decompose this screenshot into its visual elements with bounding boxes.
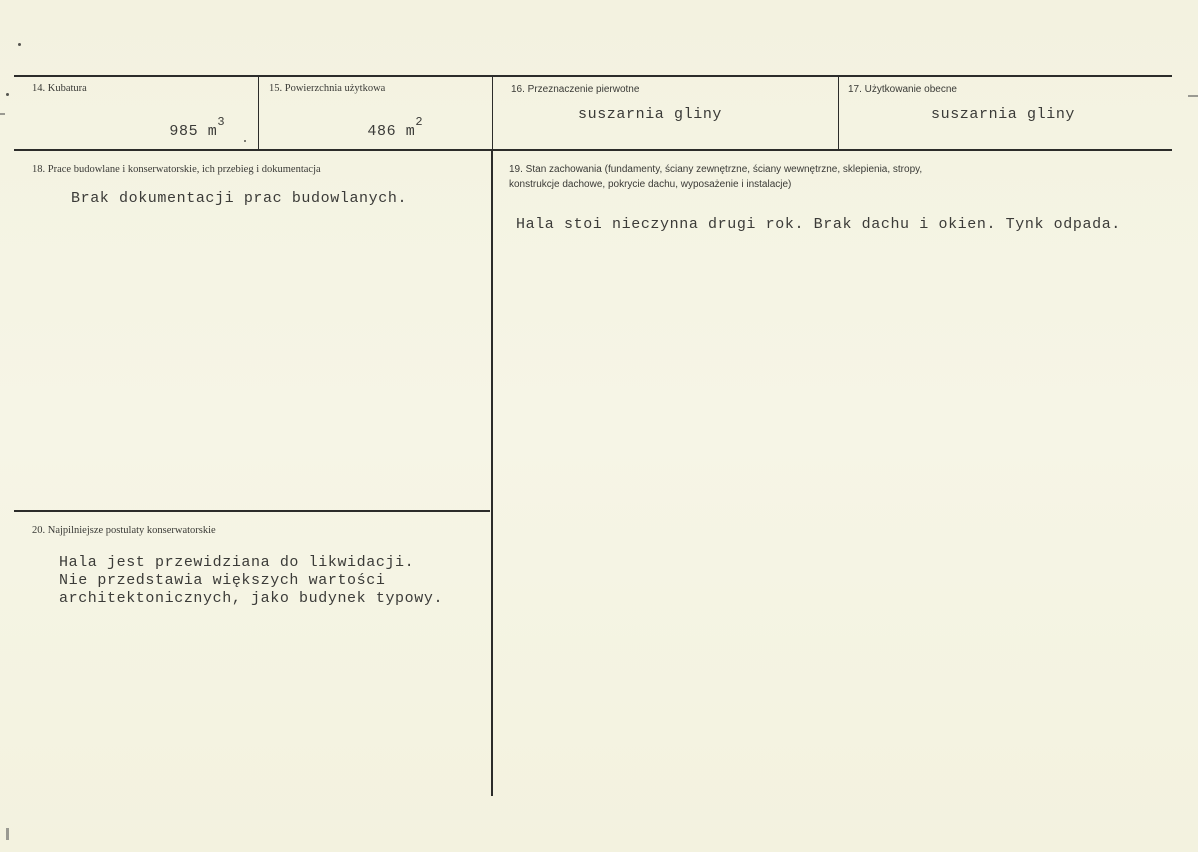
field-19-value: Hala stoi nieczynna drugi rok. Brak dachu i okien. Tynk odpada.	[516, 216, 1121, 233]
field-20-line-2: Nie przedstawia większych wartości	[59, 572, 386, 589]
scan-speck	[244, 140, 246, 142]
field-15-value	[329, 106, 423, 157]
divider-15-16	[492, 76, 493, 150]
field-20-line-3: architektonicznych, jako budynek typowy.	[59, 590, 444, 607]
field-14-exponent: 3	[217, 115, 226, 129]
section-18-20-rule	[14, 510, 490, 512]
field-19-label-line1: 19. Stan zachowania (fundamenty, ściany zewnętrzne, ściany wewnętrzne, sklepienia, stropy,	[509, 164, 923, 175]
scan-speck	[6, 93, 9, 96]
field-15-number: 486 m	[367, 123, 416, 140]
field-17-label: 17. Użytkowanie obecne	[848, 84, 957, 95]
divider-14-15	[258, 76, 259, 150]
field-14-number: 985 m	[169, 123, 218, 140]
scan-speck	[18, 43, 21, 46]
field-20-label: 20. Najpilniejsze postulaty konserwatorskie	[32, 525, 216, 536]
field-18-label: 18. Prace budowlane i konserwatorskie, ich przebieg i dokumentacja	[32, 164, 321, 175]
divider-left-right	[491, 150, 493, 796]
divider-16-17	[838, 76, 839, 150]
field-14-label: 14. Kubatura	[32, 83, 87, 94]
field-18-value: Brak dokumentacji prac budowlanych.	[71, 190, 408, 207]
field-20-line-1: Hala jest przewidziana do likwidacji.	[59, 554, 415, 571]
field-19-label-line2: konstrukcje dachowe, pokrycie dachu, wyposażenie i instalacje)	[509, 179, 792, 190]
field-15-exponent: 2	[415, 115, 424, 129]
field-15-label: 15. Powierzchnia użytkowa	[269, 83, 386, 94]
scan-edge-mark	[1188, 95, 1198, 97]
scan-edge-mark	[0, 113, 5, 115]
field-16-value: suszarnia gliny	[578, 106, 723, 123]
field-16-label: 16. Przeznaczenie pierwotne	[511, 84, 640, 95]
top-rule	[14, 75, 1172, 77]
scan-edge-mark	[6, 828, 9, 840]
field-14-value	[131, 106, 225, 157]
field-17-value: suszarnia gliny	[931, 106, 1076, 123]
